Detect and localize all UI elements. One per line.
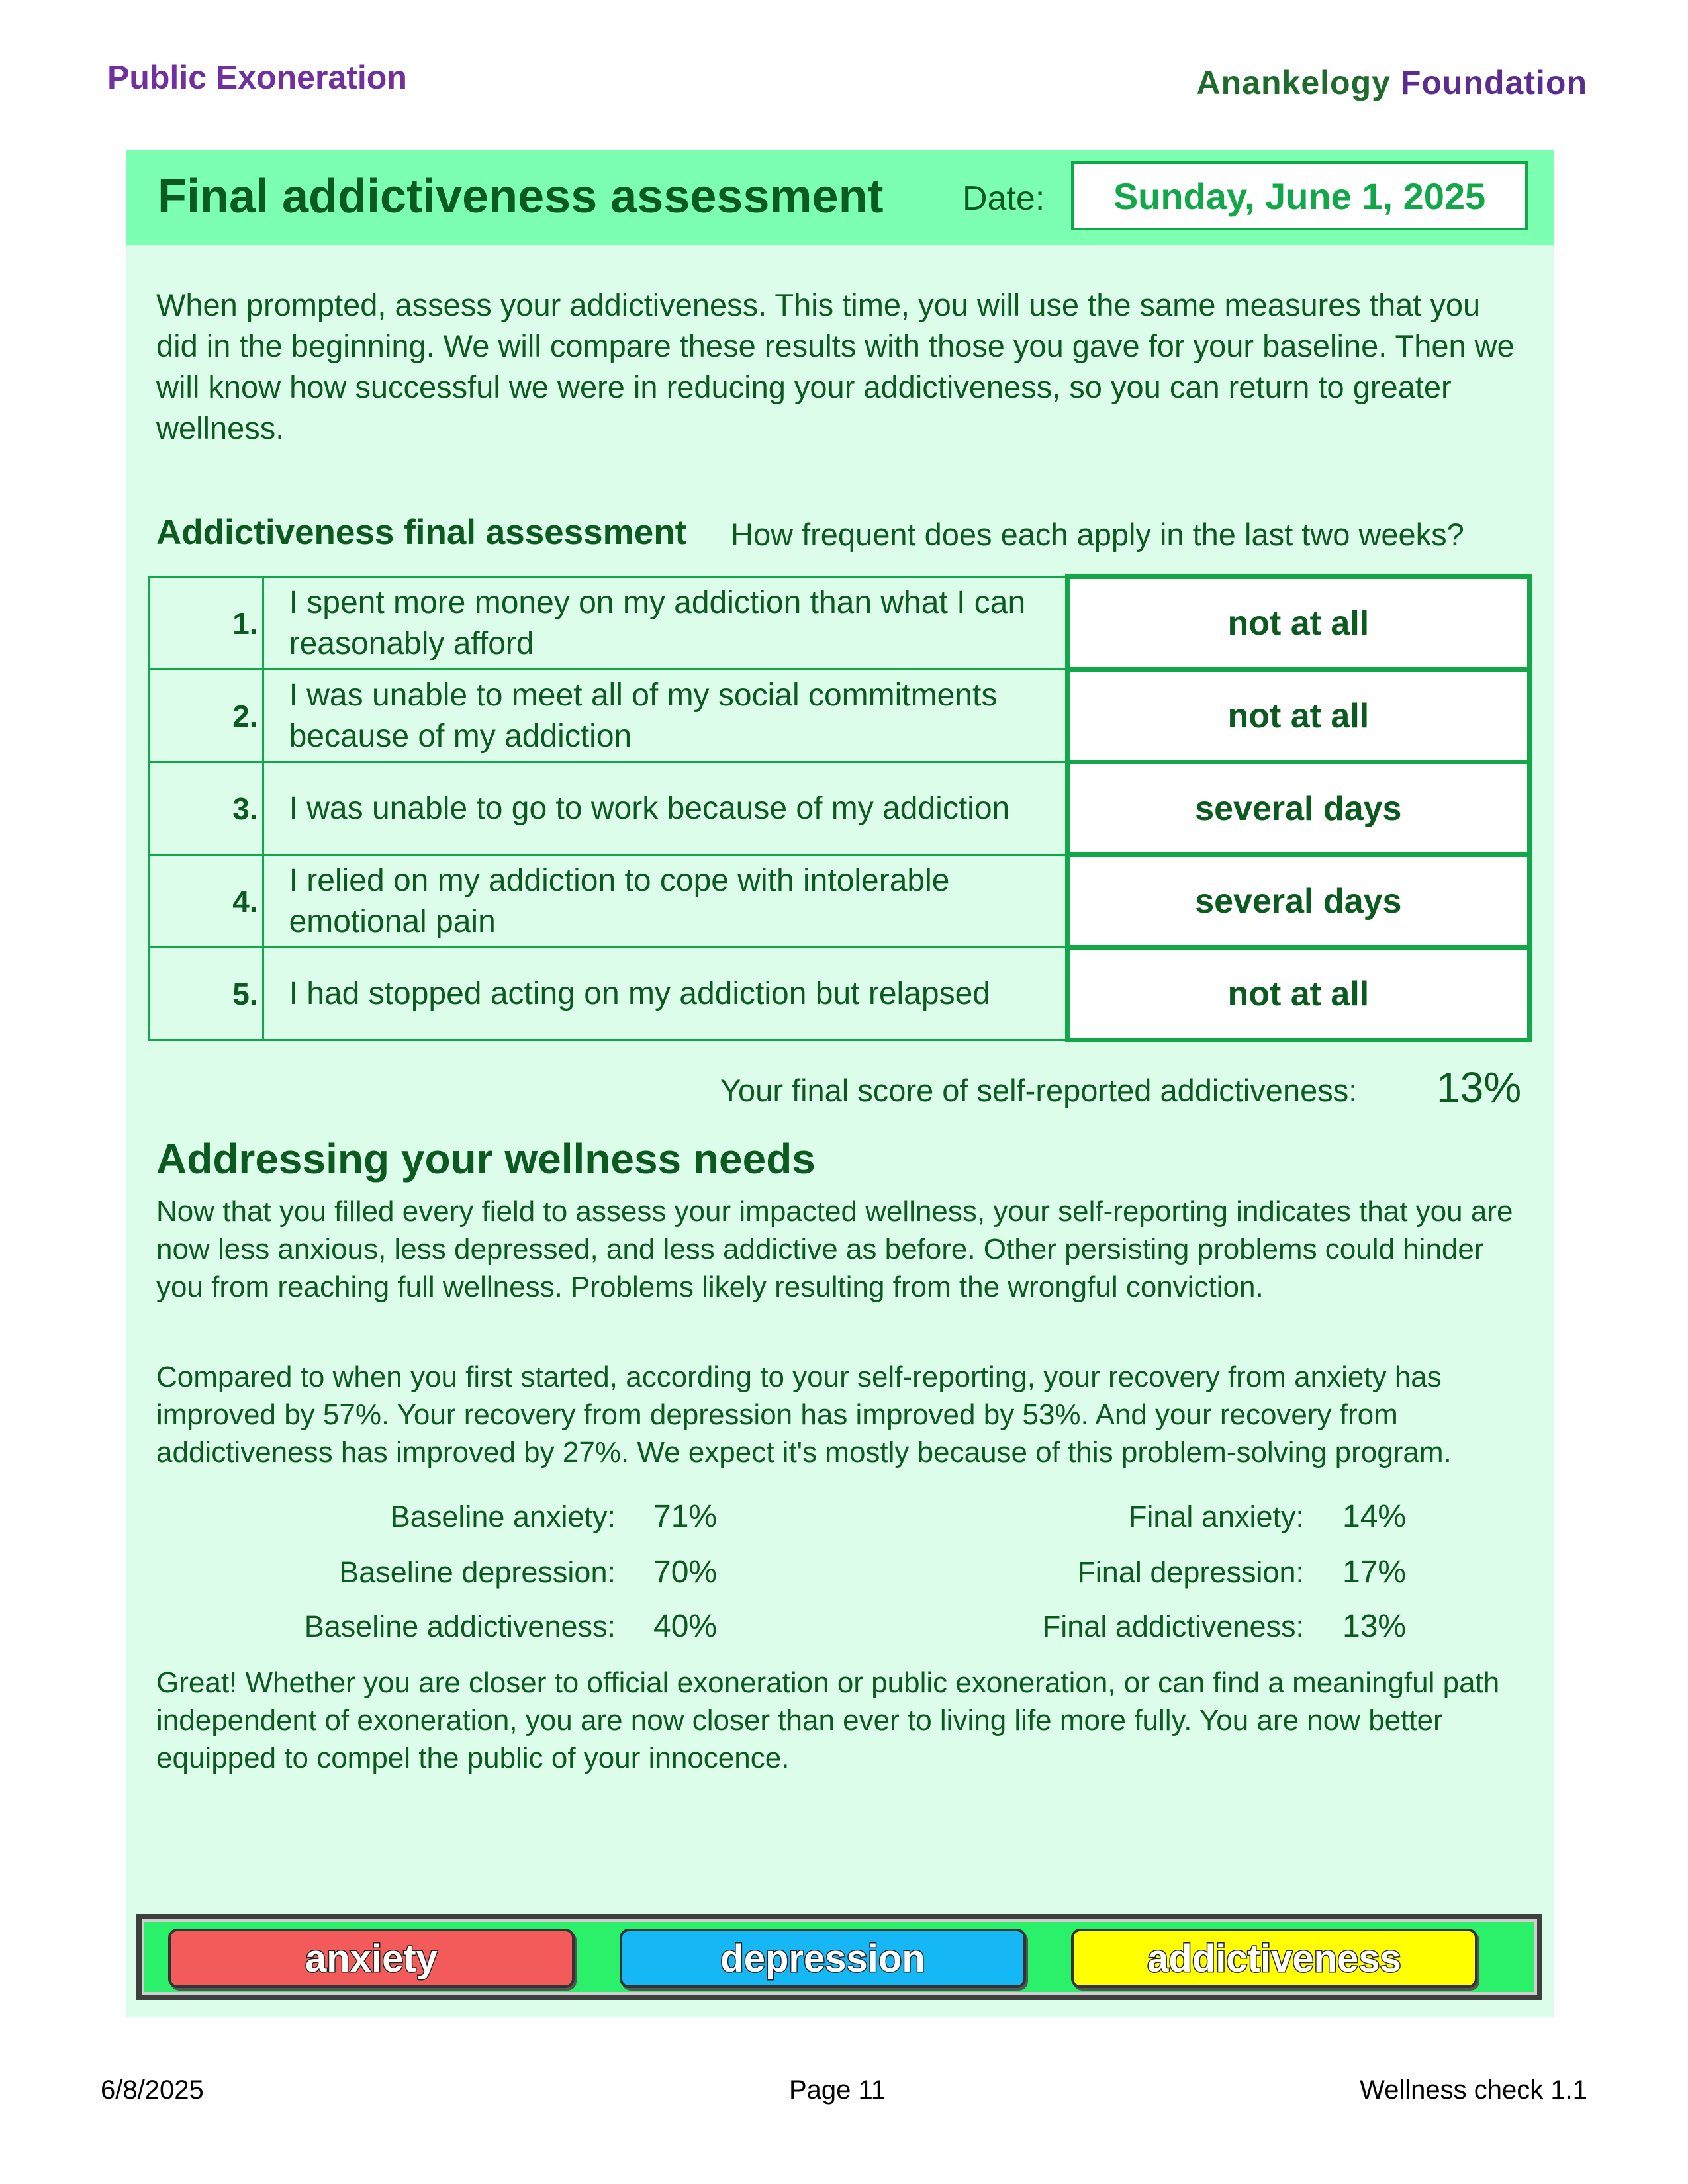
footer-page-number: Page 11: [788, 2075, 886, 2105]
item-text: I spent more money on my addiction than what I can reasonably afford: [263, 577, 1067, 670]
table-row: [150, 577, 1530, 670]
item-text: I had stopped acting on my addiction but relapsed: [263, 948, 1067, 1040]
baseline-depression-value: 70%: [653, 1555, 718, 1590]
intro-text: When prompted, assess your addictiveness. This time, you will use the same measures that you did in the beginning. We will compare these results with those you gave for your baseline. Then we will know how successful we were in reducing your addictiveness, so you can return to greater wellness.: [156, 287, 1515, 445]
wellness-paragraph-1: Now that you filled every field to assess your impacted wellness, your self-reporting indicates that you are now less anxious, less depressed, and less addictive as before. Other persisting problems could hinder you from reaching full wellness. Problems likely resulting from the wrongful conviction.: [156, 1195, 1513, 1303]
final-addictiveness-value: 13%: [1342, 1609, 1407, 1644]
table-row: [150, 855, 1530, 948]
footer-date: 6/8/2025: [101, 2075, 204, 2105]
item-number: 1.: [150, 577, 263, 670]
depression-button[interactable]: depression: [620, 1929, 1026, 1988]
table-row: [150, 670, 1530, 762]
table-row: [150, 762, 1530, 855]
answer-select[interactable]: not at all: [1067, 577, 1529, 670]
section-question: How frequent does each apply in the last two weeks?: [731, 517, 1464, 552]
title-band: [126, 150, 1554, 245]
date-field[interactable]: Sunday, June 1, 2025: [1071, 161, 1528, 230]
header-right-word1: Anankelogy: [1196, 64, 1391, 101]
item-text: I was unable to meet all of my social commitments because of my addiction: [263, 670, 1067, 762]
footer-version: Wellness check 1.1: [1360, 2075, 1587, 2105]
header-left: Public Exoneration: [107, 59, 407, 96]
baseline-addictiveness-value: 40%: [653, 1609, 718, 1644]
score-label: Your final score of self-reported addictiveness:: [720, 1073, 1358, 1108]
item-number: 2.: [150, 670, 263, 762]
final-depression-label: Final depression:: [1077, 1555, 1304, 1589]
table-row: [150, 948, 1530, 1040]
main-panel: [126, 150, 1554, 2017]
header-right-word2: Foundation: [1400, 64, 1587, 101]
page-title: Final addictiveness assessment: [158, 170, 884, 223]
baseline-addictiveness-label: Baseline addictiveness:: [304, 1610, 616, 1643]
item-number: 4.: [150, 855, 263, 948]
item-text: I was unable to go to work because of my addiction: [263, 762, 1067, 855]
section-title: Addictiveness final assessment: [156, 513, 687, 552]
score-value: 13%: [1436, 1064, 1522, 1111]
baseline-anxiety-value: 71%: [653, 1499, 718, 1534]
baseline-depression-label: Baseline depression:: [339, 1555, 616, 1589]
item-text: I relied on my addiction to cope with intolerable emotional pain: [263, 855, 1067, 948]
final-addictiveness-label: Final addictiveness:: [1042, 1610, 1304, 1643]
assessment-table: [148, 574, 1532, 1042]
final-anxiety-value: 14%: [1342, 1499, 1407, 1534]
date-label: Date:: [962, 179, 1045, 218]
item-number: 5.: [150, 948, 263, 1040]
answer-select[interactable]: not at all: [1067, 670, 1529, 762]
answer-select[interactable]: several days: [1067, 762, 1529, 855]
navigation-button-bar: [136, 1914, 1542, 2000]
wellness-paragraph-3: Great! Whether you are closer to official exoneration or public exoneration, or can find a meaningful path independent of exoneration, you are now closer than ever to living life more fully. You are now better equipped to compel the public of your innocence.: [156, 1666, 1500, 1774]
anxiety-button[interactable]: anxiety: [168, 1929, 575, 1988]
answer-select[interactable]: several days: [1067, 855, 1529, 948]
addictiveness-button[interactable]: addictiveness: [1071, 1929, 1477, 1988]
final-anxiety-label: Final anxiety:: [1128, 1500, 1304, 1533]
item-number: 3.: [150, 762, 263, 855]
answer-select[interactable]: not at all: [1067, 948, 1529, 1040]
wellness-paragraph-2: Compared to when you first started, according to your self-reporting, your recovery from anxiety has improved by 57%. Your recovery from depression has improved by 53%. And your recovery from addictiveness has improved by 27%. We expect it's mostly because of this problem-solving program.: [156, 1361, 1452, 1469]
wellness-title: Addressing your wellness needs: [156, 1135, 816, 1183]
header-right: [1197, 64, 1587, 102]
baseline-anxiety-label: Baseline anxiety:: [390, 1500, 616, 1533]
final-depression-value: 17%: [1342, 1555, 1407, 1590]
